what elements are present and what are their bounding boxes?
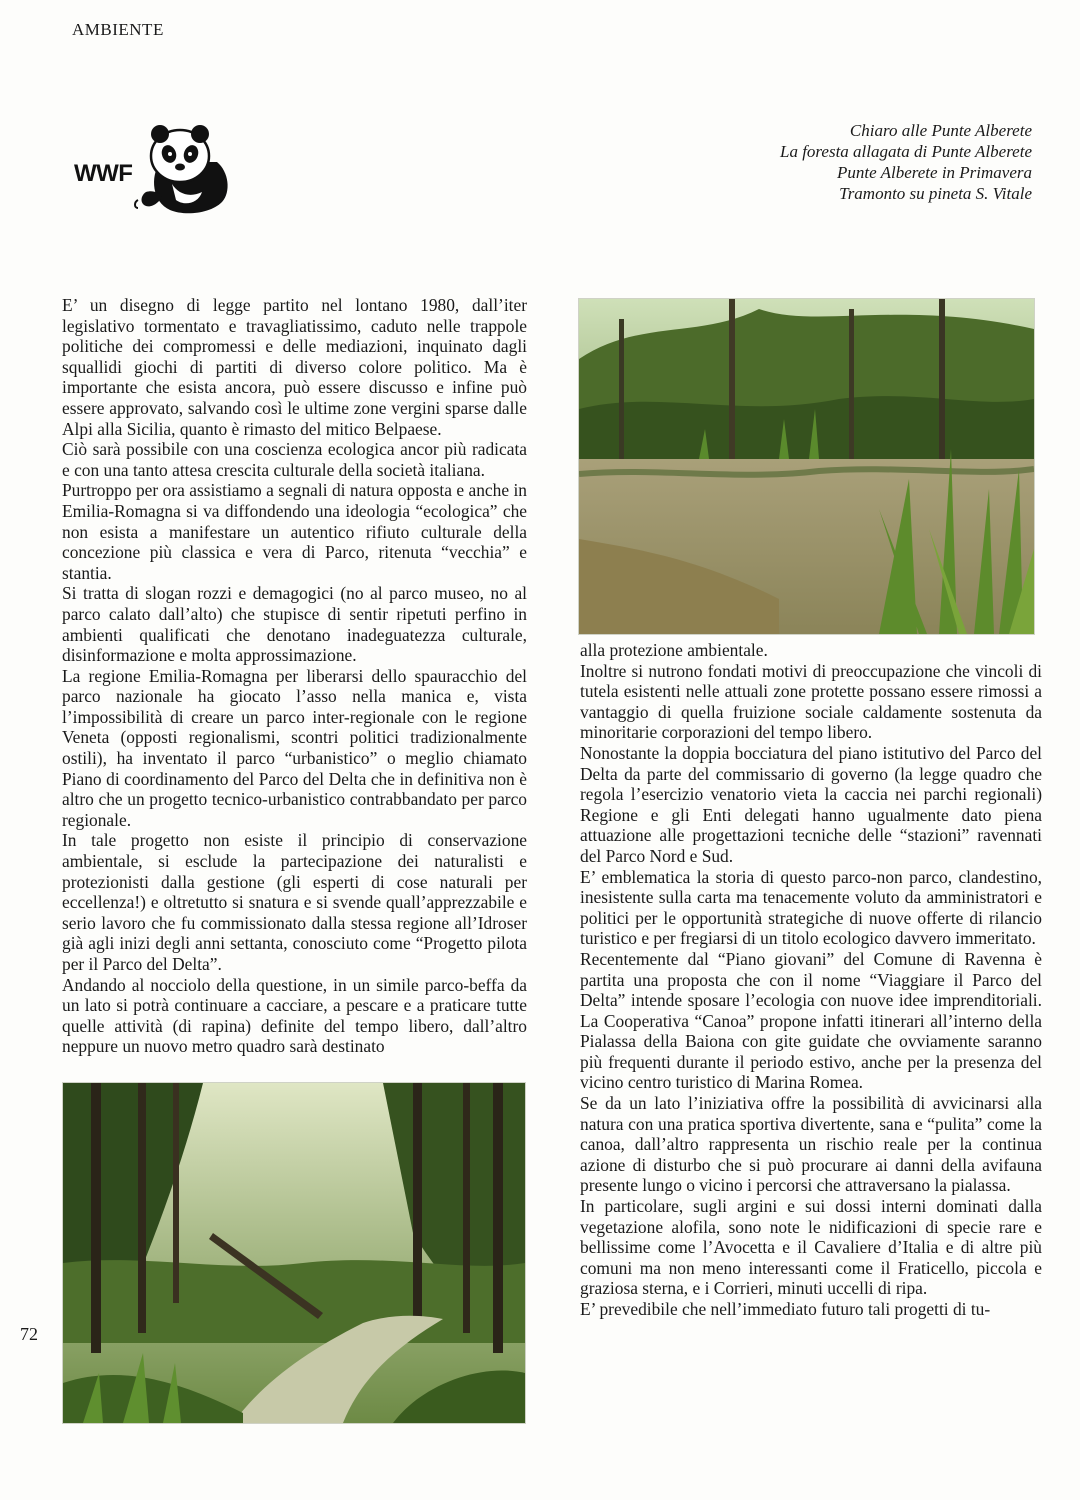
paragraph: Recentemente dal “Piano giovani” del Comune di Ravenna è partita una proposta che con il nome “Viaggiare il Parco del Delta” intende sposare l’ecologia con nuove idee imprenditoriali. La Cooperativa “Canoa” propone infatti itinerari all’interno della Pialassa della Baiona con gite guidate che ovviamente saranno più frequenti durante il periodo estivo, anche per la presenza del vicino centro turistico di Marina Romea. (580, 948, 1042, 1093)
marsh-photo (578, 298, 1035, 635)
wwf-logo (70, 122, 240, 217)
page-number: 72 (20, 1324, 38, 1344)
flooded-forest-photo (62, 1082, 526, 1424)
paragraph: E’ prevedibile che nell’immediato futuro tali progetti di tu- (580, 1299, 991, 1319)
paragraph: E’ emblematica la storia di questo parco-non parco, clandestino, inesistente sulla carta ma tenacemente voluto da amministratori e politici per le opportunità strategiche di nuove offerte di rilancio turistico e per fregiarsi di un titolo ecologico davvero immeritato. (580, 866, 1042, 949)
panda-icon (132, 122, 232, 217)
paragraph: Si tratta di slogan rozzi e demagogici (no al parco museo, no al parco calato dall’alto) che stupisce di sentir ripetuti perfino in ambienti qualificati che denotano inadeguatezza culturale, disinformazione e molta approssimazione. (62, 583, 527, 666)
paragraph: Ciò sarà possibile con una coscienza ecologica ancor più radicata e con una tanto attesa crescita culturale della società italiana. (62, 439, 527, 480)
wwf-logo-text: WWF (74, 160, 133, 187)
article-column-right (580, 640, 1042, 1320)
photo-captions (780, 120, 1032, 204)
article-column-left (62, 295, 527, 1057)
caption-line: Punte Alberete in Primavera (837, 163, 1032, 182)
caption-line: La foresta allagata di Punte Alberete (780, 142, 1032, 161)
caption-line: Tramonto su pineta S. Vitale (839, 184, 1032, 203)
paragraph: Purtroppo per ora assistiamo a segnali di natura opposta e anche in Emilia-Romagna si va diffondendo una ideologia “ecologica” che non esista a manifestare un autentico rifiuto culturale della concezione più classica e vera di Parco, ritenuta “vecchia” e stantia. (62, 480, 527, 583)
paragraph: E’ un disegno di legge partito nel lontano 1980, dall’iter legislativo tormentato e travagliatissimo, caduto nelle trappole politiche dei compromessi e delle mediazioni, inquinato dagli squallidi giochi di partiti di diverso colore politico. Ma è importante che esista ancora, può essere discusso e infine può essere approvato, salvando così le ultime zone vergini sparse dalle Alpi alla Sicilia, quanto è rimasto del mitico Belpaese. (62, 295, 527, 439)
paragraph: In tale progetto non esiste il principio di conservazione ambientale, si esclude la partecipazione dei naturalisti e protezionisti dalla gestione (gli esperti di cose naturali per eccellenza!) e oltretutto si snatura e si svende quall’apprezzabile e serio lavoro che fu commissionato dalla stessa regione all’Idroser già agli inizi degli anni settanta, conosciuto come “Progetto pilota per il Parco del Delta”. (62, 830, 527, 974)
paragraph: Se da un lato l’iniziativa offre la possibilità di avvicinarsi alla natura con una pratica sportiva divertente, sana e “pulita” come la canoa, dall’altro rappresenta un rischio reale per la continua azione di disturbo che si può procurare ai danni della avifauna presente lungo o vicino i percorsi che attraversano la pialassa. (580, 1093, 1042, 1196)
caption-line: Chiaro alle Punte Alberete (849, 121, 1032, 140)
paragraph: La regione Emilia-Romagna per liberarsi dello spauracchio del parco nazionale ha giocato l’asso nella manica e, vista l’impossibilità di creare un parco inter-regionale con le regione Veneta (opposti regionalismi, scontri politici tradizionalmente ostili), ha inventato il parco “urbanistico” o meglio chiamato Piano di coordinamento del Parco del Delta che in definitiva non è altro che un progetto tecnico-urbanistico contrabbandato per parco regionale. (62, 665, 527, 830)
paragraph: Andando al nocciolo della questione, in un simile parco-beffa da un lato si potrà continuare a cacciare, a pescare e a praticare tutte quelle attività (di rapina) definite del tempo libero, dall’altro neppure un nuovo metro quadro sarà destinato (62, 974, 527, 1057)
paragraph: Nonostante la doppia bocciatura del piano istitutivo del Parco del Delta da parte del commissario di governo (la legge quadro che regola l’esercizio venatorio vieta la caccia nei parchi regionali) Regione e gli Enti delegati hanno ugualmente dato piena attuazione alle progettazioni tecniche delle “stazioni” ravennati del Parco Nord e Sud. (580, 742, 1042, 866)
section-label: AMBIENTE (72, 20, 164, 39)
paragraph: alla protezione ambientale. (580, 640, 768, 660)
paragraph: In particolare, sugli argini e sui dossi interni dominati dalla vegetazione alofila, sono note le nidificazioni di specie rare e bellissime come l’Avocetta e il Cavaliere d’Italia e di altre più comuni ma non meno interessanti come il Fraticello, piccola e graziosa sterna, e i Corrieri, minuti uccelli di ripa. (580, 1196, 1042, 1299)
paragraph: Inoltre si nutrono fondati motivi di preoccupazione che vincoli di tutela esistenti nelle attuali zone protette possano essere rimossi a vantaggio di quella fruizione sociale caldamente sostenuta da minoritarie corporazioni del tempo libero. (580, 660, 1042, 743)
